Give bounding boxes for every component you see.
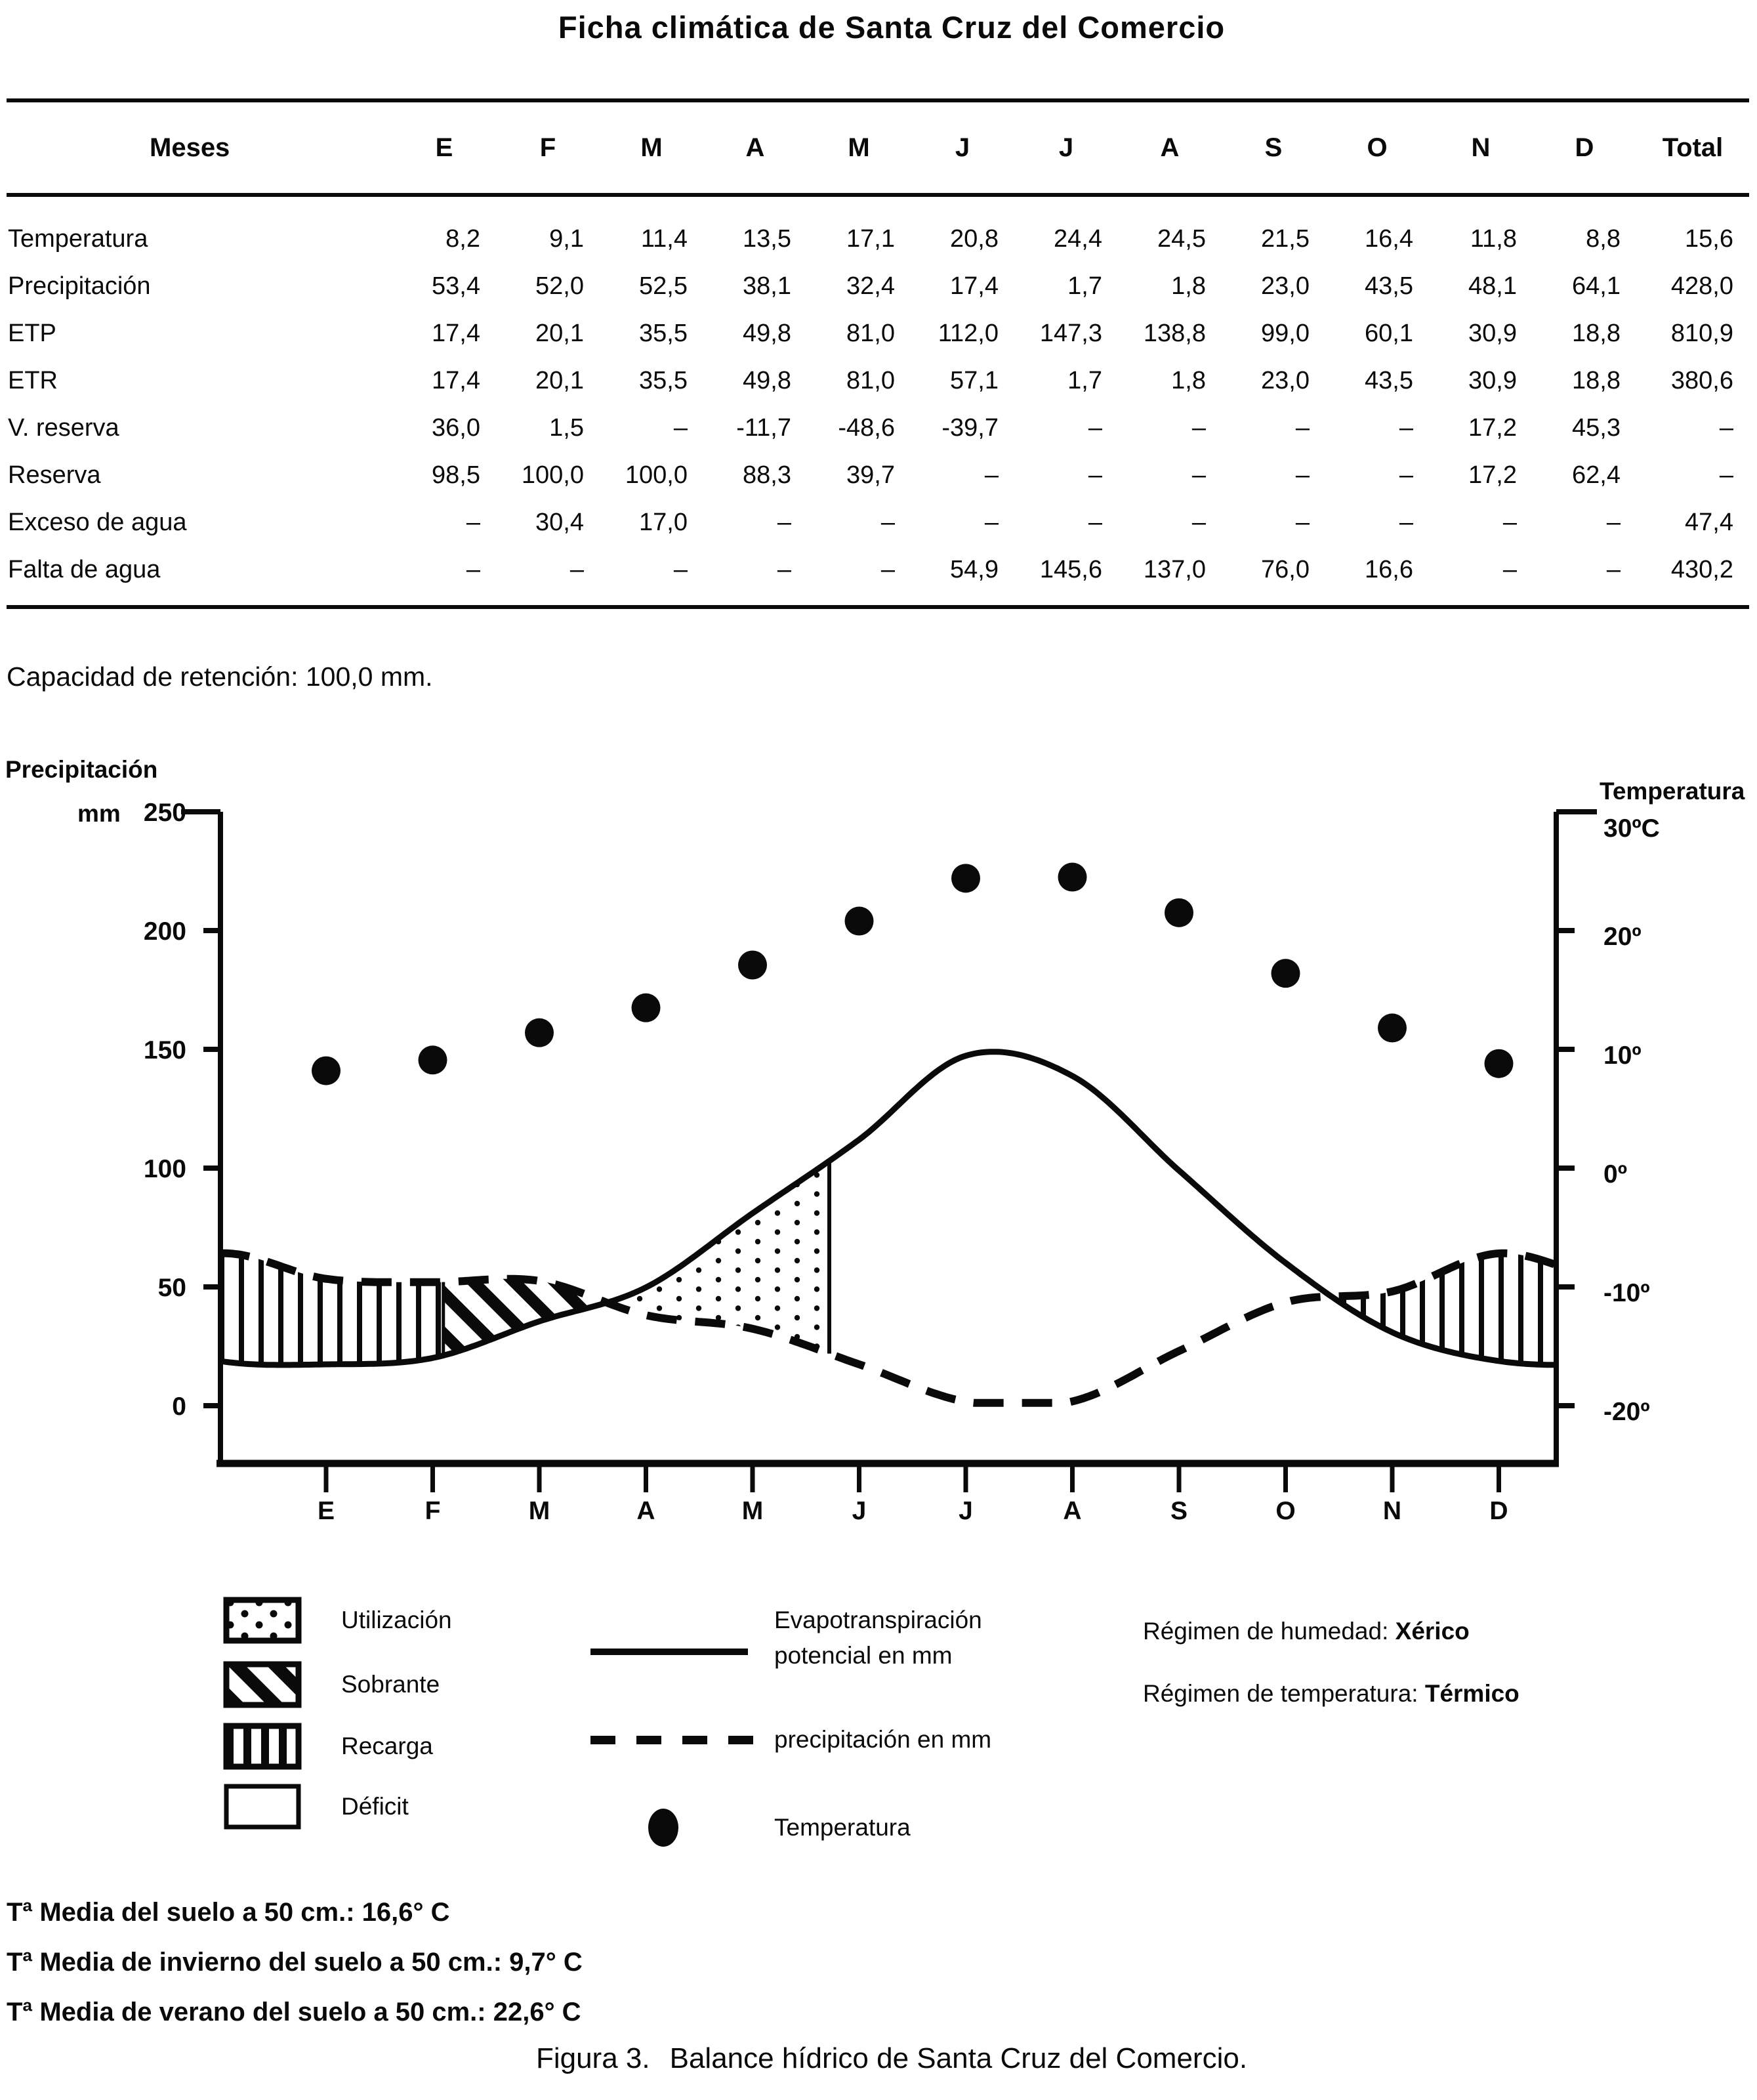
table-cell: 57,1 (950, 366, 999, 394)
dashed-line-sample-icon (590, 1736, 773, 1744)
col-header: A (703, 100, 807, 195)
table-cell: 60,1 (1365, 319, 1413, 347)
table-cell: – (569, 555, 584, 583)
climate-table-body (7, 195, 1749, 607)
humidity-regime-prefix: Régimen de humedad: (1143, 1618, 1395, 1645)
month-label: J (959, 1497, 973, 1525)
table-cell: 100,0 (625, 461, 688, 489)
table-cell: – (673, 413, 688, 442)
table-cell: 43,5 (1365, 366, 1413, 394)
table-cell: – (1719, 413, 1733, 442)
month-label: O (1275, 1497, 1296, 1525)
solid-line-sample-icon (590, 1648, 748, 1655)
table-cell: 49,8 (743, 366, 791, 394)
right-axis-tick-label: 10º (1603, 1041, 1642, 1070)
table-cell: 8,8 (1586, 224, 1621, 253)
temperature-dot (525, 1018, 554, 1047)
table-cell: 11,8 (1470, 224, 1517, 253)
temperature-dot (419, 1045, 447, 1074)
table-cell: – (1606, 508, 1621, 536)
table-cell: 64,1 (1572, 272, 1621, 300)
month-label: J (852, 1497, 867, 1525)
table-cell: – (880, 555, 895, 583)
table-cell: 20,1 (535, 366, 584, 394)
legend-swatch-sobrante-icon (223, 1661, 302, 1708)
table-cell: 30,9 (1468, 319, 1517, 347)
table-cell: 30,4 (535, 508, 584, 536)
col-header: A (1118, 100, 1222, 195)
legend-swatch-recarga-icon (223, 1723, 302, 1770)
figure-caption-text: Balance hídrico de Santa Cruz del Comercio. (669, 2042, 1248, 2074)
table-cell: 145,6 (1039, 555, 1102, 583)
climate-table (7, 98, 1749, 609)
table-row (7, 357, 1749, 404)
month-label: S (1170, 1497, 1188, 1525)
table-cell: – (1088, 413, 1102, 442)
month-label: A (636, 1497, 655, 1525)
table-cell: – (1606, 555, 1621, 583)
legend-swatch-utilizacion-icon (223, 1597, 302, 1644)
table-cell: 45,3 (1572, 413, 1621, 442)
table-cell: 1,8 (1171, 272, 1206, 300)
col-header: E (392, 100, 496, 195)
water-balance-chart (0, 722, 1757, 1562)
table-cell: 9,1 (549, 224, 584, 253)
temperature-regime-line (1143, 1680, 1519, 1708)
table-cell: 810,9 (1670, 319, 1733, 347)
temperature-dot (845, 907, 874, 936)
row-label: Temperatura (8, 224, 148, 253)
table-header-row (7, 100, 1749, 195)
month-label: F (424, 1497, 441, 1525)
temperature-dot (1271, 959, 1300, 988)
left-axis-tick-label: 250 (143, 799, 186, 827)
region-recarga (220, 1253, 444, 1365)
table-cell: 17,2 (1468, 413, 1517, 442)
table-cell: 32,4 (846, 272, 895, 300)
humidity-regime-value: Xérico (1395, 1618, 1470, 1645)
table-cell: 15,6 (1685, 224, 1733, 253)
table-cell: – (984, 508, 999, 536)
left-axis-tick-label: 0 (172, 1393, 186, 1421)
balance-regions (220, 1161, 1557, 1365)
dot-sample-icon (648, 1809, 678, 1847)
legend-label-precipitacion: precipitación en mm (774, 1726, 992, 1753)
left-axis-tick-label: 200 (143, 917, 186, 946)
table-cell: 48,1 (1468, 272, 1517, 300)
legend-label-temperatura: Temperatura (774, 1814, 911, 1841)
table-cell: 62,4 (1572, 461, 1621, 489)
table-cell: 98,5 (432, 461, 480, 489)
table-cell: 16,6 (1365, 555, 1413, 583)
table-cell: 17,4 (432, 366, 480, 394)
table-cell: – (466, 555, 480, 583)
table-cell: 47,4 (1685, 508, 1733, 536)
right-axis-title: Temperatura (1600, 778, 1745, 805)
climate-table-wrap (7, 98, 1749, 609)
legend-label-recarga: Recarga (341, 1732, 433, 1759)
month-label: A (1063, 1497, 1082, 1525)
col-header: M (807, 100, 911, 195)
legend-label-etp-line1: Evapotranspiración (774, 1606, 982, 1633)
table-cell: -48,6 (838, 413, 895, 442)
row-label: Exceso de agua (8, 508, 187, 536)
col-header: Total (1636, 100, 1749, 195)
table-cell: 49,8 (743, 319, 791, 347)
table-cell: 53,4 (432, 272, 480, 300)
temperature-regime-value: Térmico (1424, 1680, 1519, 1707)
note-soil-summer: Tª Media de verano del suelo a 50 cm.: 22,6° C (7, 1998, 581, 2026)
table-cell: 1,5 (549, 413, 584, 442)
temperature-dot (951, 864, 980, 892)
table-row (7, 452, 1749, 499)
table-cell: – (880, 508, 895, 536)
table-cell: 17,4 (950, 272, 999, 300)
table-cell: 17,1 (846, 224, 895, 253)
table-cell: 20,8 (950, 224, 999, 253)
table-cell: 428,0 (1670, 272, 1733, 300)
left-axis-title: Precipitación (5, 756, 158, 783)
table-cell: 76,0 (1261, 555, 1310, 583)
table-cell: 1,8 (1171, 366, 1206, 394)
table-cell: 39,7 (846, 461, 895, 489)
table-cell: – (1295, 413, 1310, 442)
table-cell: 36,0 (432, 413, 480, 442)
row-label: Falta de agua (8, 555, 161, 583)
col-header: J (911, 100, 1014, 195)
table-cell: – (1088, 508, 1102, 536)
temperature-dot (1485, 1049, 1514, 1078)
table-cell: 18,8 (1572, 319, 1621, 347)
table-cell: – (1191, 461, 1206, 489)
figure-caption-number: Figura 3. (535, 2042, 650, 2074)
table-cell: 30,9 (1468, 366, 1517, 394)
table-cell: 43,5 (1365, 272, 1413, 300)
month-label: D (1489, 1497, 1508, 1525)
table-cell: 1,7 (1067, 366, 1102, 394)
temperature-dot (1378, 1013, 1407, 1042)
table-cell: 88,3 (743, 461, 791, 489)
table-cell: 147,3 (1039, 319, 1102, 347)
humidity-regime-line (1143, 1618, 1470, 1645)
table-cell: 17,4 (432, 319, 480, 347)
table-cell: 17,2 (1468, 461, 1517, 489)
table-cell: – (1295, 508, 1310, 536)
legend-label-etp-line2: potencial en mm (774, 1642, 953, 1669)
table-cell: 54,9 (950, 555, 999, 583)
left-axis-tick-label: 50 (157, 1274, 186, 1302)
table-cell: 52,5 (639, 272, 688, 300)
table-cell: – (1399, 508, 1413, 536)
table-cell: 81,0 (846, 319, 895, 347)
table-row (7, 404, 1749, 452)
col-header: O (1325, 100, 1429, 195)
row-label: Reserva (8, 461, 101, 489)
table-cell: 17,0 (639, 508, 688, 536)
row-label: V. reserva (8, 413, 119, 442)
table-cell: – (1191, 508, 1206, 536)
chart-axes (5, 756, 1745, 1525)
table-cell: – (1719, 461, 1733, 489)
table-cell: 38,1 (743, 272, 791, 300)
right-axis-tick-label: -20º (1603, 1398, 1650, 1426)
table-cell: – (777, 508, 791, 536)
table-cell: 23,0 (1261, 366, 1310, 394)
table-cell: 1,7 (1067, 272, 1102, 300)
table-cell: – (466, 508, 480, 536)
table-cell: 430,2 (1670, 555, 1733, 583)
temperature-dot (1165, 898, 1193, 927)
table-cell: 13,5 (743, 224, 791, 253)
table-cell: – (1088, 461, 1102, 489)
table-cell: 16,4 (1365, 224, 1413, 253)
table-cell: 20,1 (535, 319, 584, 347)
col-header: D (1533, 100, 1636, 195)
table-cell: 137,0 (1143, 555, 1206, 583)
table-cell: 18,8 (1572, 366, 1621, 394)
table-cell: 35,5 (639, 366, 688, 394)
table-cell: 380,6 (1670, 366, 1733, 394)
table-row (7, 262, 1749, 310)
table-cell: 112,0 (938, 319, 999, 347)
temperature-dot (738, 950, 767, 979)
col-header: F (496, 100, 600, 195)
table-cell: 21,5 (1261, 224, 1310, 253)
soil-temperature-notes (7, 1887, 583, 2037)
month-label: M (528, 1497, 550, 1525)
col-header-meses: Meses (7, 100, 392, 195)
right-axis-tick-label: 20º (1603, 923, 1642, 951)
row-label: Precipitación (8, 272, 151, 300)
table-row (7, 195, 1749, 262)
table-cell: – (1191, 413, 1206, 442)
month-label: N (1382, 1497, 1402, 1525)
table-cell: – (1399, 461, 1413, 489)
table-cell: 81,0 (846, 366, 895, 394)
legend-swatch-deficit-icon (223, 1783, 302, 1830)
temperature-dot (632, 994, 661, 1022)
table-row (7, 546, 1749, 607)
table-cell: – (673, 555, 688, 583)
table-cell: 100,0 (521, 461, 584, 489)
note-soil-winter: Tª Media de invierno del suelo a 50 cm.: 9,7° C (7, 1948, 583, 1977)
table-cell: -39,7 (941, 413, 999, 442)
table-cell: 8,2 (445, 224, 480, 253)
table-cell: 99,0 (1261, 319, 1310, 347)
col-header: J (1014, 100, 1118, 195)
table-cell: – (1399, 413, 1413, 442)
temperature-dot (1058, 863, 1087, 892)
note-soil-mean: Tª Media del suelo a 50 cm.: 16,6° C (7, 1898, 450, 1927)
legend-label-utilizacion: Utilización (341, 1606, 452, 1633)
table-cell: – (777, 555, 791, 583)
page-title: Ficha climática de Santa Cruz del Comercio (558, 10, 1226, 45)
table-cell: – (1295, 461, 1310, 489)
table-cell: 11,4 (640, 224, 688, 253)
legend-label-sobrante: Sobrante (341, 1671, 440, 1698)
left-axis-unit: mm (77, 800, 121, 827)
month-label: E (317, 1497, 335, 1525)
right-axis-tick-label: -10º (1603, 1279, 1650, 1307)
col-header: M (600, 100, 703, 195)
table-cell: 35,5 (639, 319, 688, 347)
left-axis-tick-label: 100 (143, 1155, 186, 1183)
table-row (7, 499, 1749, 546)
left-axis-tick-label: 150 (143, 1036, 186, 1064)
table-row (7, 310, 1749, 357)
table-cell: – (1502, 508, 1517, 536)
row-label: ETR (8, 366, 58, 394)
table-cell: 52,0 (535, 272, 584, 300)
table-cell: – (984, 461, 999, 489)
table-cell: 138,8 (1143, 319, 1206, 347)
table-cell: 24,5 (1157, 224, 1206, 253)
right-axis-tick-label: 0º (1603, 1160, 1627, 1188)
table-cell: – (1502, 555, 1517, 583)
legend-label-deficit: Déficit (341, 1793, 409, 1820)
right-axis-tick-label: 30ºC (1603, 814, 1660, 843)
row-label: ETP (8, 319, 56, 347)
temperature-regime-prefix: Régimen de temperatura: (1143, 1680, 1425, 1707)
col-header: N (1429, 100, 1533, 195)
table-cell: -11,7 (736, 413, 791, 442)
col-header: S (1222, 100, 1325, 195)
temperature-dots (312, 863, 1514, 1085)
retention-capacity-note: Capacidad de retención: 100,0 mm. (7, 662, 433, 692)
month-label: M (741, 1497, 764, 1525)
climate-table-header (7, 100, 1749, 195)
table-cell: 24,4 (1054, 224, 1102, 253)
figure-caption (26, 2042, 1757, 2075)
temperature-dot (312, 1057, 341, 1085)
table-cell: 23,0 (1261, 272, 1310, 300)
